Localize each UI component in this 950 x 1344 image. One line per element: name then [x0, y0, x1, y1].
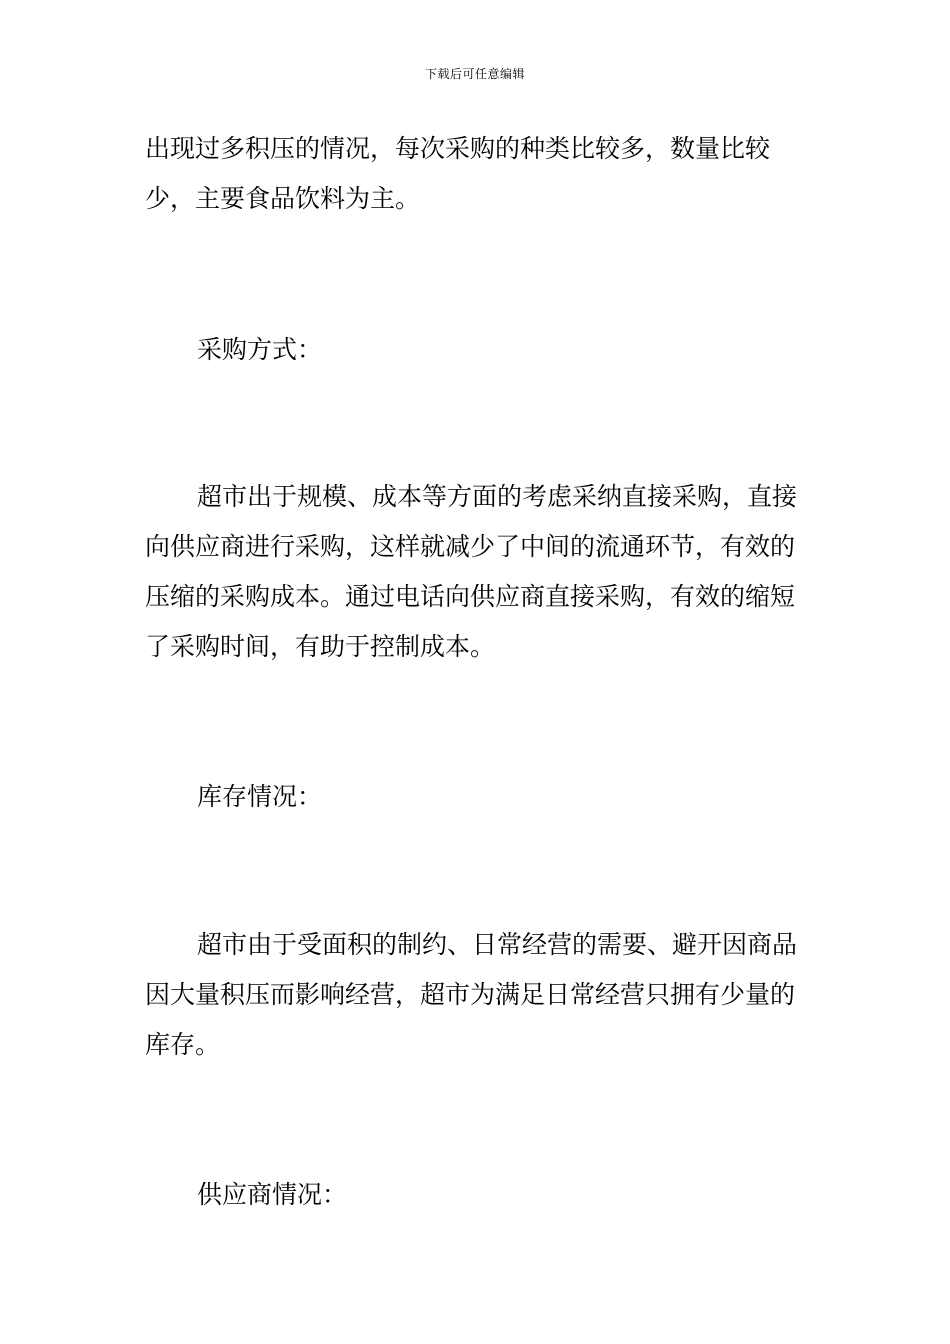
heading-inventory: 库存情况：: [197, 782, 323, 811]
paragraph-purchase-method: 超市出于规模、成本等方面的考虑采纳直接采购，直接向供应商进行采购，这样就减少了中间的流通环节，有效的压缩的采购成本。通过电话向供应商直接采购，有效的缩短了采购时间，有助于控制成本。: [145, 482, 798, 661]
heading-purchase-method: 采购方式：: [197, 335, 323, 364]
heading-suppliers: 供应商情况：: [197, 1180, 348, 1209]
paragraph-continuation: 出现过多积压的情况，每次采购的种类比较多，数量比较少，主要食品饮料为主。: [145, 134, 771, 213]
paragraph-inventory: 超市由于受面积的制约、日常经营的需要、避开因商品因大量积压而影响经营，超市为满足日常经营只拥有少量的库存。: [145, 930, 798, 1059]
page-header-note: 下载后可任意编辑: [424, 67, 525, 81]
